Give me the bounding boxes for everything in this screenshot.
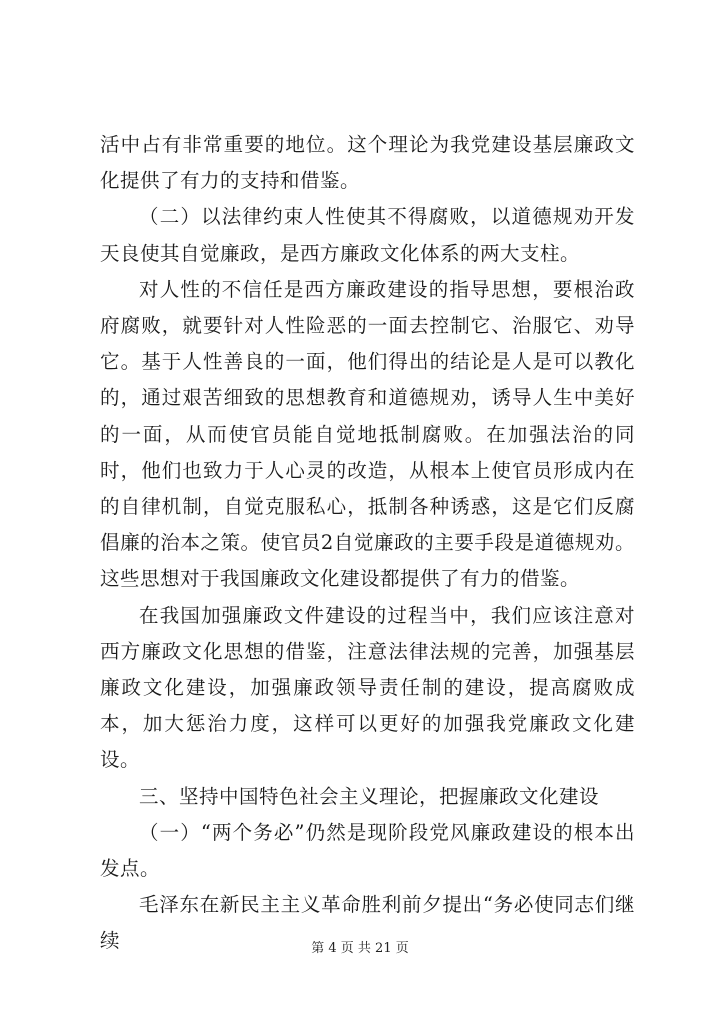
paragraph-continuation: 活中占有非常重要的地位。这个理论为我党建设基层廉政文化提供了有力的支持和借鉴。: [100, 133, 635, 193]
paragraph-anti-corruption-construction: 在我国加强廉政文件建设的过程当中，我们应该注意对西方廉政文化思想的借鉴，注意法律法规的完善，加强基层廉政文化建设，加强廉政领导责任制的建设，提高腐败成本，加大惩治力度，这样可以更好的加强我党廉政文化建设。: [100, 603, 635, 772]
page-number-footer: 第 4 页 共 21 页: [311, 941, 409, 956]
paragraph-human-nature: 对人性的不信任是西方廉政建设的指导思想，要根治政府腐败，就要针对人性险恶的一面去控制它、治服它、劝导它。基于人性善良的一面，他们得出的结论是人是可以教化的，通过艰苦细致的思想教育和道德规劝，诱导人生中美好的一面，从而使官员能自觉地抵制腐败。在加强法治的同时，他们也致力于人心灵的改造，从根本上使官员形成内在的自律机制，自觉克服私心，抵制各种诱惑，这是它们反腐倡廉的治本之策。使官员2自觉廉政的主要手段是道德规劝。这些思想对于我国廉政文化建设都提供了有力的借鉴。: [100, 277, 635, 591]
paragraph-mao-zedong: 毛泽东在新民主主义革命胜利前夕提出“务必使同志们继续: [100, 893, 635, 953]
paragraph-subheading-one: （一）“两个务必”仍然是现阶段党风廉政建设的根本出发点。: [100, 820, 635, 881]
paragraph-subheading-two: （二）以法律约束人性使其不得腐败，以道德规劝开发天良使其自觉廉政，是西方廉政文化体系的两大支柱。: [100, 205, 635, 265]
document-body: [100, 127, 635, 960]
section-heading-three: 三、坚持中国特色社会主义理论，把握廉政文化建设: [139, 784, 600, 808]
